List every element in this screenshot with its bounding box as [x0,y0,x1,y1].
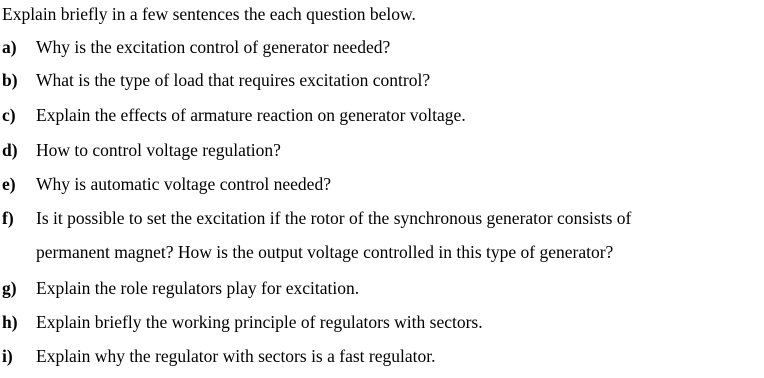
question-text: Explain briefly the working principle of regulators with sectors. [36,312,483,332]
question-f-continuation: permanent magnet? How is the output voltage controlled in this type of generator? [36,242,614,262]
question-label: h) [2,312,18,332]
question-label: d) [2,140,18,160]
question-g [2,277,359,299]
question-label: g) [2,278,17,298]
question-a [2,36,390,58]
question-label: i) [2,346,13,366]
question-text: What is the type of load that requires excitation control? [36,70,431,90]
question-text: Why is the excitation control of generator needed? [36,37,391,57]
question-text: How to control voltage regulation? [36,140,281,160]
question-text: Explain the role regulators play for excitation. [36,278,360,298]
question-text: Explain the effects of armature reaction on generator voltage. [36,105,466,125]
question-e [2,173,331,195]
question-label: a) [2,37,17,57]
question-c [2,104,466,126]
question-d [2,139,281,161]
question-f [2,207,631,229]
question-label: f) [2,208,14,228]
question-label: c) [2,105,16,125]
question-text: Is it possible to set the excitation if the rotor of the synchronous generator consists of [36,208,632,228]
question-b [2,69,430,91]
question-text: Explain why the regulator with sectors is a fast regulator. [36,346,436,366]
question-h [2,311,483,333]
instructions-heading: Explain briefly in a few sentences the each question below. [2,4,416,24]
question-text: Why is automatic voltage control needed? [36,174,331,194]
question-label: e) [2,174,16,194]
question-i [2,345,435,367]
question-label: b) [2,70,18,90]
